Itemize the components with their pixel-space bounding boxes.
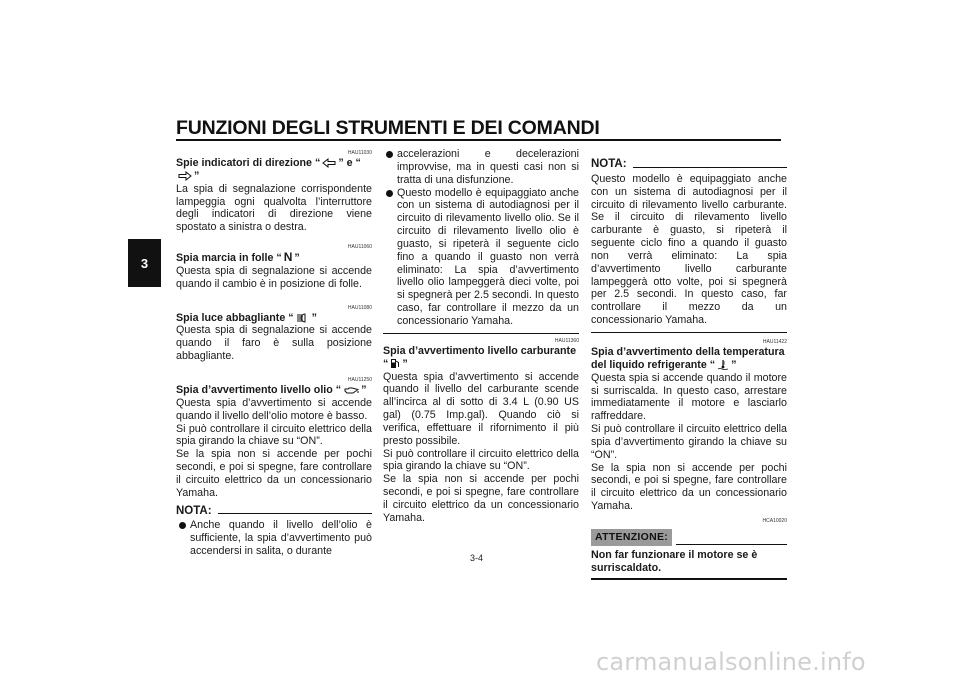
section-body: Questa spia di segnalazione si accende quando il faro è sulla posizione abbagliante. [176,324,372,363]
section-title: Spia d’avvertimento livello carburante “ ” [383,344,577,370]
turn-right-arrow-icon [178,170,192,183]
header-rule [176,139,781,141]
section-body-1: Questa spia d’avvertimento si accende quando il livello dell’olio motore è basso. [176,396,372,422]
section-turn-signal [176,150,372,234]
attention-code: HCA10020 [762,517,787,524]
note-bullet-continued: accelerazioni e decelerazioni improvvise, ma in questi casi non si tratta di una disfunzione. [383,148,579,187]
section-body-3: Se la spia non si accende per pochi secondi, e poi si spegne, fare controllare il circuito elettrico da un concessionario Yamaha. [176,448,372,499]
column-3 [591,148,787,580]
section-body-2: Si può controllare il circuito elettrico della spia girando la chiave su “ON”. [383,447,579,473]
note-body: Questo modello è equipaggiato anche con un sistema di autodiagnosi per il circuito di rilevamento livello carburante. Se il circuito di rilevamento livello carburante è guasto, si ripeterà il seguente ciclo fino a quando il guasto non verrà eliminato: La spia d’avvertimento livello carburante lampeggerà otto volte, poi si spegnerà per 2.5 secondi. In questo caso, far controllare il mezzo da un concessionario Yamaha. [591,172,787,327]
section-body-3: Se la spia non si accende per pochi secondi, e poi si spegne, fare controllare il circuito elettrico da un concessionario Yamaha. [591,461,787,513]
section-title: Spia d’avvertimento livello olio “ ” [176,383,367,396]
section-code: HAU11080 [347,304,372,311]
note-end-rule [591,332,787,333]
attention-header [591,529,787,546]
attention-end-rule [591,578,787,580]
attention-body: Non far funzionare il motore se è surriscaldato. [591,548,758,574]
section-body-3: Se la spia non si accende per pochi secondi, e poi si spegne, fare controllare il circuito elettrico da un concessionario Yamaha. [383,473,579,524]
section-body-1: Questa spia d’avvertimento si accende quando il livello del carburante scende all’incirca al di sotto di 3.4 L (0.90 US gal) (0.75 Imp.gal). Quando ciò si verifica, effettuare il rifornimento il più presto possibile. [383,370,579,447]
neutral-n-icon: N [283,250,293,265]
chapter-number: 3 [140,255,149,271]
turn-left-arrow-icon [322,157,336,170]
section-body: Questa spia di segnalazione si accende quando il cambio è in posizione di folle. [176,264,372,290]
note-label: NOTA: [591,158,627,170]
section-body: La spia di segnalazione corrispondente lampeggia ogni qualvolta l’interruttore degli indicatori di direzione viene spostato a sinistra o destra. [176,182,372,234]
attention-rule [676,544,787,545]
section-title: Spia d’avvertimento della temperatura del liquido refrigerante “ ” [591,345,785,371]
section-body-1: Questa spia si accende quando il motore si surriscalda. In questo caso, arrestare immediatamente il motore e lasciarlo raffreddare. [591,371,787,423]
section-code: HAU11030 [347,150,372,156]
note-label: NOTA: [176,504,212,517]
section-title: Spia marcia in folle “ N ” [176,250,300,265]
section-code: HAU11360 [554,337,579,344]
section-body-2: Si può controllare il circuito elettrico della spia girando la chiave su “ON”. [176,422,372,448]
note-header [176,505,372,518]
oil-can-icon [343,384,359,397]
note-bullet: Anche quando il livello dell’olio è sufficiente, la spia d’avvertimento può accendersi in salita, o durante [176,519,372,558]
section-fuel-level [383,338,579,525]
note-header [591,158,787,171]
high-beam-icon [296,312,310,325]
section-code: HAU11250 [347,376,372,383]
section-title: Spie indicatori di direzione “ ” e “” [176,157,361,182]
note-bullet: Questo modello è equipaggiato anche con un sistema di autodiagnosi per il circuito di rilevamento livello olio. Se il circuito di rilevamento livello olio è guasto, si ripeterà il seguente ciclo fino a quando il guasto non verrà eliminato: La spia d’avvertimento livello olio lampeggerà dieci volte, poi si spegnerà per 2.5 secondi. In questo caso, far controllare il mezzo da un concessionario Yamaha. [383,187,579,328]
section-high-beam [176,305,372,363]
page-number: 3-4 [470,553,484,563]
coolant-temperature-icon [717,359,729,372]
note-end-rule [383,333,579,334]
section-coolant-temperature [591,339,787,513]
section-neutral [176,244,372,291]
note-bullets-continued [383,148,579,328]
column-2 [383,148,579,530]
section-body-2: Si può controllare il circuito elettrico della spia d’avvertimento girando la chiave su “ON”. [591,423,787,461]
section-title: Spia luce abbagliante “ ” [176,311,317,324]
fuel-pump-icon [390,358,400,371]
attention-label: ATTENZIONE: [591,529,672,546]
note-rule [633,167,787,168]
section-code: HAU11060 [347,244,372,251]
note-rule [218,513,372,514]
watermark: carmanualsonline.info [596,648,866,676]
note-bullets [176,519,372,558]
column-1 [176,148,372,558]
section-code: HAU11422 [762,338,787,345]
page-title: FUNZIONI DEGLI STRUMENTI E DEI COMANDI [176,117,600,139]
chapter-tab [128,239,161,287]
section-oil-level [176,377,372,500]
